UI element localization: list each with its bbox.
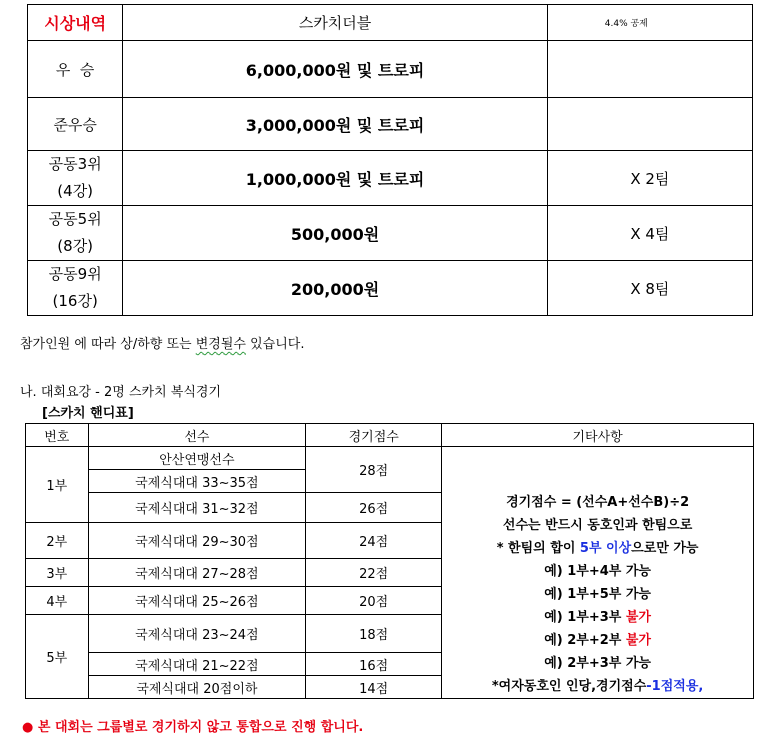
rule-line3b: 5부 이상 — [579, 541, 632, 556]
rank-third-line2: (4강) — [57, 182, 94, 200]
rule-line9b: -1점적용, — [646, 679, 704, 694]
player-row-7: 국제식대대 23~24점 — [88, 615, 306, 653]
rules-box — [442, 447, 754, 699]
teams-ninth: X 8팀 — [547, 261, 752, 316]
score-16: 16점 — [306, 653, 442, 676]
note-part1: 참가인원 에 따라 상/하향 또는 — [20, 337, 196, 352]
score-24: 24점 — [306, 523, 442, 559]
rule-line3 — [442, 537, 753, 560]
rule-line1: 경기점수 = (선수A+선수B)÷2 — [506, 495, 690, 510]
rank-ninth-line2: (16강) — [52, 292, 98, 310]
rule-line7 — [442, 629, 753, 652]
teams-third: X 2팀 — [547, 151, 752, 206]
rule-line9 — [442, 675, 753, 698]
player-row-9: 국제식대대 20점이하 — [88, 676, 306, 699]
rank-winner: 우 승 — [28, 41, 123, 98]
player-row-4: 국제식대대 29~30점 — [88, 523, 306, 559]
amount-runner-up: 3,000,000원 및 트로피 — [123, 98, 547, 151]
header-number: 번호 — [26, 424, 89, 447]
group-4: 4부 — [26, 587, 89, 615]
score-28: 28점 — [306, 447, 442, 493]
rank-third — [28, 151, 123, 206]
score-20: 20점 — [306, 587, 442, 615]
teams-runner-up — [547, 98, 752, 151]
rank-fifth-line2: (8강) — [57, 237, 94, 255]
handicap-title: [스카치 핸디표] — [42, 406, 134, 421]
score-22: 22점 — [306, 559, 442, 587]
rule-line2: 선수는 반드시 동호인과 한팀으로 — [502, 518, 693, 533]
group-1: 1부 — [26, 447, 89, 523]
rule-line9a: *여자동호인 인당,경기점수 — [491, 679, 647, 694]
rule-line6 — [442, 606, 753, 629]
player-row-5: 국제식대대 27~28점 — [88, 559, 306, 587]
rule-line5: 예) 1부+5부 가능 — [544, 587, 651, 602]
player-row-6: 국제식대대 25~26점 — [88, 587, 306, 615]
prize-header-title: 스카치더블 — [123, 5, 547, 41]
prize-header-note: 4.4% 공제 — [547, 5, 752, 41]
group-5: 5부 — [26, 615, 89, 699]
rank-runner-up: 준우승 — [28, 98, 123, 151]
header-player: 선수 — [88, 424, 306, 447]
rank-third-line1: 공동3위 — [48, 155, 102, 173]
group-3: 3부 — [26, 559, 89, 587]
rank-ninth-line1: 공동9위 — [48, 265, 102, 283]
rule-line7b: 불가 — [625, 633, 651, 648]
rule-line8: 예) 2부+3부 가능 — [544, 656, 651, 671]
player-row-1: 안산연맹선수 — [88, 447, 306, 470]
player-row-2: 국제식대대 33~35점 — [88, 470, 306, 493]
group-2: 2부 — [26, 523, 89, 559]
prize-header-label: 시상내역 — [28, 5, 123, 41]
note-part3: 있습니다. — [245, 337, 305, 352]
section-title: 나. 대회요강 - 2명 스카치 복식경기 — [20, 385, 222, 400]
score-26: 26점 — [306, 493, 442, 523]
participant-note — [20, 333, 304, 352]
rank-ninth — [28, 261, 123, 316]
amount-third: 1,000,000원 및 트로피 — [123, 151, 547, 206]
rule-line4: 예) 1부+4부 가능 — [544, 564, 651, 579]
footer-notice: ● 본 대회는 그룹별로 경기하지 않고 통합으로 진행 합니다. — [22, 720, 364, 735]
rule-line6a: 예) 1부+3부 — [544, 610, 626, 625]
player-row-8: 국제식대대 21~22점 — [88, 653, 306, 676]
rule-line7a: 예) 2부+2부 — [544, 633, 626, 648]
prize-table — [27, 4, 753, 316]
header-score: 경기점수 — [306, 424, 442, 447]
rank-fifth-line1: 공동5위 — [48, 210, 102, 228]
handicap-table — [25, 423, 754, 699]
player-row-3: 국제식대대 31~32점 — [88, 493, 306, 523]
amount-ninth: 200,000원 — [123, 261, 547, 316]
score-18: 18점 — [306, 615, 442, 653]
amount-fifth: 500,000원 — [123, 206, 547, 261]
teams-winner — [547, 41, 752, 98]
amount-winner: 6,000,000원 및 트로피 — [123, 41, 547, 98]
teams-fifth: X 4팀 — [547, 206, 752, 261]
rule-line3a: * 한팀의 합이 — [496, 541, 580, 556]
header-notes: 기타사항 — [442, 424, 754, 447]
rank-fifth — [28, 206, 123, 261]
rule-line3c: 으로만 가능 — [631, 541, 699, 556]
rule-line6b: 불가 — [625, 610, 651, 625]
score-14: 14점 — [306, 676, 442, 699]
note-part2: 변경될수 — [195, 337, 246, 352]
